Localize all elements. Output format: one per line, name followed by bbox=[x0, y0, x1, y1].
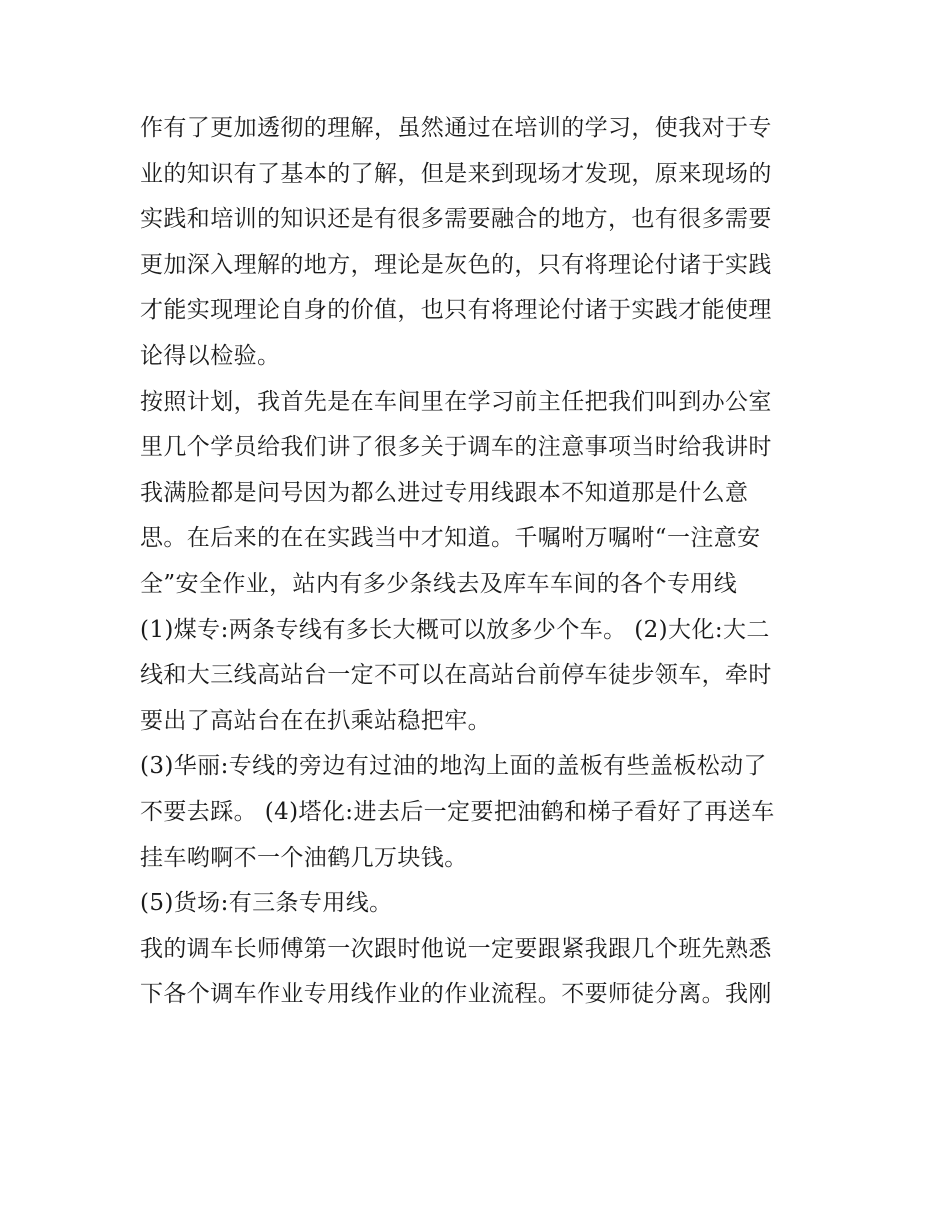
text-line: (3)华丽:专线的旁边有过油的地沟上面的盖板有些盖板松动了 bbox=[140, 753, 767, 780]
text-line: 里几个学员给我们讲了很多关于调车的注意事项当时给我讲时 bbox=[140, 434, 772, 461]
text-line: 我满脸都是问号因为都么进过专用线跟本不知道那是什么意 bbox=[140, 479, 749, 506]
text-line: (1)煤专:两条专线有多长大概可以放多少个车。 (2)大化:大二 bbox=[140, 616, 770, 643]
text-line: 要出了高站台在在扒乘站稳把牢。 bbox=[140, 707, 491, 734]
text-line: 下各个调车作业专用线作业的作业流程。不要师徒分离。我刚 bbox=[140, 981, 772, 1008]
text-line: 不要去踩。 (4)塔化:进去后一定要把油鹤和梯子看好了再送车 bbox=[140, 798, 775, 825]
text-line: 全”安全作业，站内有多少条线去及库车车间的各个专用线 bbox=[140, 570, 738, 597]
text-line: 线和大三线高站台一定不可以在高站台前停车徒步领车，牵时 bbox=[140, 662, 772, 689]
text-line: 思。在后来的在在实践当中才知道。千嘱咐万嘱咐“一注意安 bbox=[140, 525, 761, 552]
text-line: 业的知识有了基本的了解，但是来到现场才发现，原来现场的 bbox=[140, 160, 772, 187]
text-line: 挂车哟啊不一个油鹤几万块钱。 bbox=[140, 844, 468, 871]
text-line: 论得以检验。 bbox=[140, 342, 281, 369]
text-line: 我的调车长师傅第一次跟时他说一定要跟紧我跟几个班先熟悉 bbox=[140, 935, 772, 962]
text-line: 才能实现理论自身的价值，也只有将理论付诸于实践才能使理 bbox=[140, 297, 772, 324]
text-line: 作有了更加透彻的理解，虽然通过在培训的学习，使我对于专 bbox=[140, 115, 772, 141]
text-line: 实践和培训的知识还是有很多需要融合的地方，也有很多需要 bbox=[140, 206, 772, 233]
text-line: 更加深入理解的地方，理论是灰色的，只有将理论付诸于实践 bbox=[140, 251, 772, 278]
text-line: 按照计划，我首先是在车间里在学习前主任把我们叫到办公室 bbox=[140, 388, 772, 415]
body-text bbox=[140, 106, 820, 1018]
text-line: (5)货场:有三条专用线。 bbox=[140, 890, 393, 917]
